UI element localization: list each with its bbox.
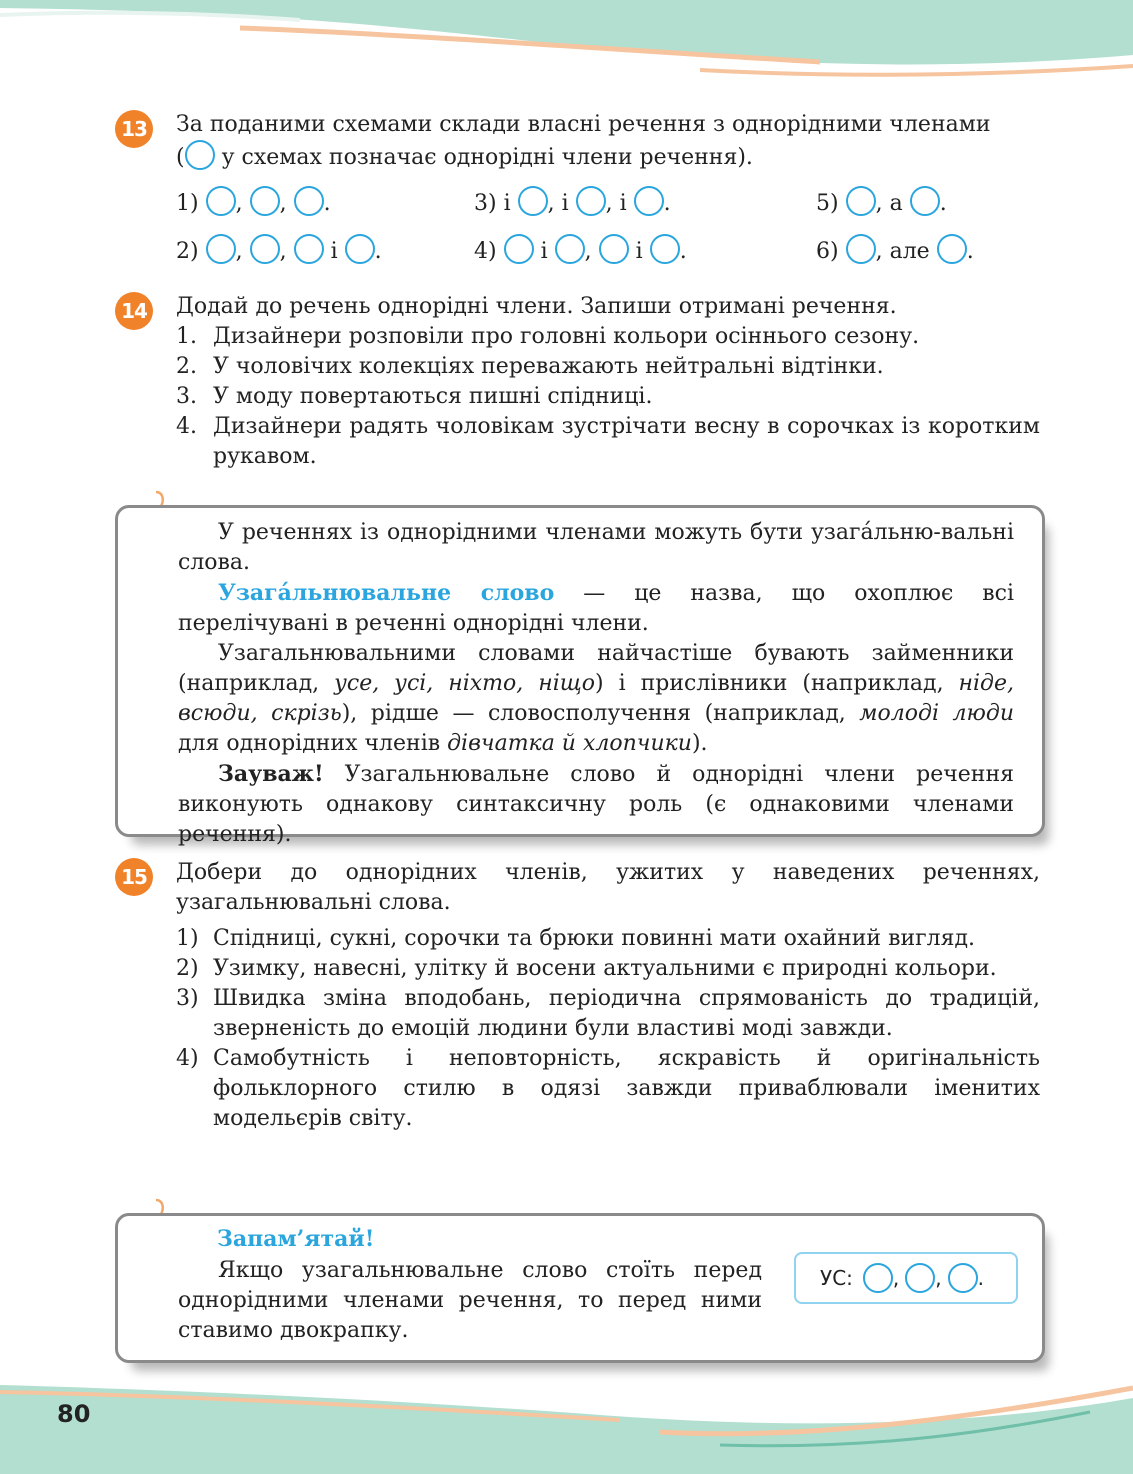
scheme-2: 2) , , і . <box>176 234 382 264</box>
list-item: 3. У моду повертаються пишні спідниці. <box>176 384 653 409</box>
circle-symbol-icon <box>846 186 876 216</box>
task-13-text: За поданими схемами склади власні речення з однорідними членами ( у схемах позначає однорідні члени речення). <box>176 112 991 170</box>
term-generalizing-word: Узага́льнювальне слово <box>218 580 555 606</box>
circle-symbol-icon <box>185 140 215 170</box>
task-number-badge: 13 <box>115 110 153 148</box>
task-14-list <box>176 322 1040 472</box>
scheme-1: 1) , , . <box>176 186 331 216</box>
circle-symbol-icon <box>863 1263 893 1293</box>
circle-symbol-icon <box>910 186 940 216</box>
task-number-badge: 15 <box>115 858 153 896</box>
circle-symbol-icon <box>294 186 324 216</box>
colon-scheme-box: УС: , , . <box>794 1252 1018 1304</box>
circle-symbol-icon <box>599 234 629 264</box>
circle-symbol-icon <box>206 186 236 216</box>
circle-symbol-icon <box>294 234 324 264</box>
circle-symbol-icon <box>345 234 375 264</box>
circle-symbol-icon <box>576 186 606 216</box>
circle-symbol-icon <box>937 234 967 264</box>
task-14 <box>115 292 1040 472</box>
circle-symbol-icon <box>650 234 680 264</box>
circle-symbol-icon <box>250 186 280 216</box>
list-item: 2) Узимку, навесні, улітку й восени актуальними є природні кольори. <box>176 956 997 981</box>
scheme-6: 6) , але . <box>816 234 974 264</box>
circle-symbol-icon <box>518 186 548 216</box>
scheme-3: 3) і , і , і . <box>474 186 671 216</box>
task-14-intro: Додай до речень однорідні члени. Запиши отримані речення. <box>176 294 897 319</box>
task-15 <box>115 858 1040 1134</box>
list-item: 2. У чоловічих колекціях переважають нейтральні відтінки. <box>176 354 884 379</box>
circle-symbol-icon <box>504 234 534 264</box>
circle-symbol-icon <box>905 1263 935 1293</box>
list-item: 1. Дизайнери розповіли про головні кольори осіннього сезону. <box>176 324 920 349</box>
scheme-4: 4) і , і . <box>474 234 687 264</box>
scheme-5: 5) , а . <box>816 186 947 216</box>
list-item: 3) Швидка зміна вподобань, періодична спрямованість до традицій, зверненість до емоцій людини були властиві моді завжди. <box>176 986 1040 1041</box>
task-number-badge: 14 <box>115 292 153 330</box>
page-number: 80 <box>57 1400 91 1428</box>
list-item: 4. Дизайнери радять чоловікам зустрічати весну в сорочках із коротким рукавом. <box>176 414 1040 469</box>
list-item: 1) Спідниці, сукні, сорочки та брюки повинні мати охайний вигляд. <box>176 926 976 951</box>
rule-box-generalizing-word <box>115 505 1045 847</box>
task-15-intro: Добери до однорідних членів, ужитих у наведених реченнях, узагальнювальні слова. <box>176 860 1040 915</box>
rule-text: У реченнях із однорідними членами можуть бути узага́льню-вальні слова. Узага́льнювальне слово — це назва, що охоплює всі перелічувані в реченні однорідні члени. Узагальнювальними словами найчастіше бувають займенники (наприклад, усе, усі, ніхто, ніщо) і прислівники (наприклад, ніде, всюди, скрізь), рідше — словосполучення (наприклад, молоді люди для однорідних членів дівчатка й хлопчики). Зауваж! Узагальнювальне слово й однорідні члени речення виконують однакову синтаксичну роль (є однаковими членами речення). <box>178 520 1015 847</box>
circle-symbol-icon <box>250 234 280 264</box>
list-item: 4) Самобутність і неповторність, яскравість й оригінальність фольклорного стилю в одязі завжди приваблювали іменитих модельєрів світу. <box>176 1046 1040 1131</box>
task-13 <box>115 110 1040 173</box>
circle-symbol-icon <box>206 234 236 264</box>
circle-symbol-icon <box>555 234 585 264</box>
remember-title: Запам’ятай! <box>217 1226 375 1252</box>
circle-symbol-icon <box>634 186 664 216</box>
task-15-list <box>176 924 1040 1134</box>
circle-symbol-icon <box>948 1263 978 1293</box>
remember-text: Якщо узагальнювальне слово стоїть перед однорідними членами речення, то перед ними ставимо двокрапку. <box>178 1258 762 1343</box>
circle-symbol-icon <box>846 234 876 264</box>
